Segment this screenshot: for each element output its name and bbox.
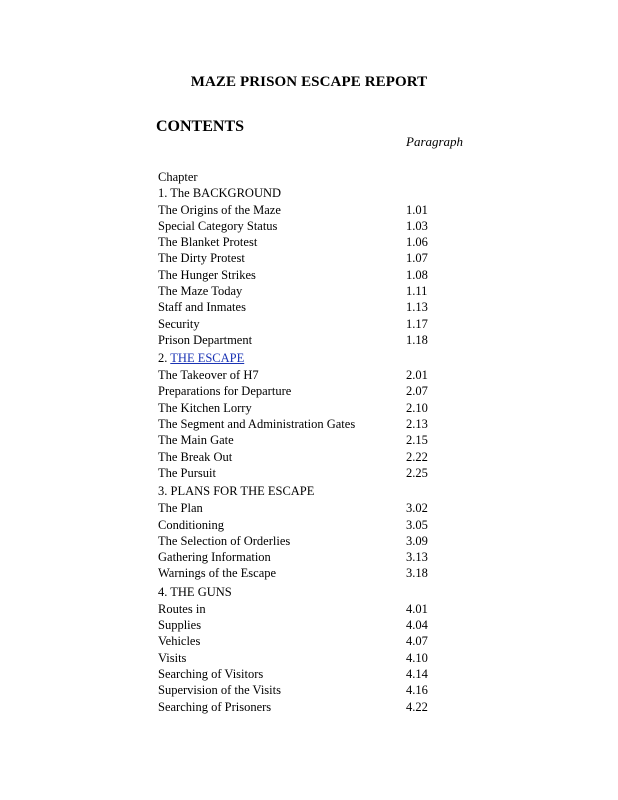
toc-entry-title: The Pursuit xyxy=(158,465,216,480)
toc-entry xyxy=(158,332,458,348)
toc-entry-title: Staff and Inmates xyxy=(158,300,246,315)
document-title: MAZE PRISON ESCAPE REPORT xyxy=(190,74,428,90)
toc-entry-title: The Break Out xyxy=(158,449,233,464)
toc-entry xyxy=(158,432,458,448)
toc-entry-paragraph-number: 2.10 xyxy=(406,400,428,415)
toc-entry-paragraph-number: 1.03 xyxy=(406,218,428,233)
toc-entry-title: Supervision of the Visits xyxy=(158,683,281,698)
toc-entry-title: Preparations for Departure xyxy=(158,384,292,399)
toc-entry-paragraph-number: 4.10 xyxy=(406,650,428,665)
toc-entry-paragraph-number: 1.18 xyxy=(406,332,428,347)
chapter-column-label: Chapter xyxy=(158,170,198,184)
toc-entry xyxy=(158,383,458,399)
toc-entry xyxy=(158,601,458,617)
toc-entry xyxy=(158,682,458,698)
toc-entry-title: Searching of Prisoners xyxy=(158,699,272,714)
toc-entry xyxy=(158,666,458,682)
toc-entry-title: Supplies xyxy=(158,618,202,633)
toc-entry-paragraph-number: 1.11 xyxy=(406,283,428,298)
toc-entry xyxy=(158,267,458,283)
chapter-title xyxy=(158,350,458,367)
chapter-link[interactable]: THE ESCAPE xyxy=(170,351,245,366)
chapter-title xyxy=(158,185,458,202)
toc-entry xyxy=(158,699,458,715)
toc-entry-title: The Kitchen Lorry xyxy=(158,400,252,415)
toc-entry-paragraph-number: 3.13 xyxy=(406,550,428,565)
toc-entry-paragraph-number: 1.01 xyxy=(406,202,428,217)
toc-entry xyxy=(158,299,458,315)
toc-entry-paragraph-number: 2.22 xyxy=(406,449,428,464)
toc-entry-title: The Blanket Protest xyxy=(158,235,258,250)
toc-entry-title: The Segment and Administration Gates xyxy=(158,417,356,432)
toc-entry xyxy=(158,533,458,549)
toc-entry-title: Vehicles xyxy=(158,634,201,649)
toc-entry-paragraph-number: 1.17 xyxy=(406,316,428,331)
toc-entry-paragraph-number: 1.07 xyxy=(406,251,428,266)
toc-entry-paragraph-number: 1.13 xyxy=(406,300,428,315)
toc-entry xyxy=(158,650,458,666)
chapter-block xyxy=(158,185,458,349)
toc-entry-title: Conditioning xyxy=(158,517,224,532)
paragraph-column-label: Paragraph xyxy=(406,134,464,149)
toc-entry xyxy=(158,465,458,481)
chapter-title-text: 3. PLANS FOR THE ESCAPE xyxy=(158,484,315,499)
toc-entry xyxy=(158,367,458,383)
toc-entry xyxy=(158,500,458,516)
toc-entry-paragraph-number: 3.02 xyxy=(406,501,428,516)
toc-entry-title: Visits xyxy=(158,650,187,665)
toc-entry-title: Special Category Status xyxy=(158,218,278,233)
toc-entry-title: Security xyxy=(158,316,200,331)
toc-entry-title: Prison Department xyxy=(158,332,253,347)
toc-entry-title: Searching of Visitors xyxy=(158,666,264,681)
toc-entry-title: Warnings of the Escape xyxy=(158,566,277,581)
toc-entry xyxy=(158,449,458,465)
chapter-block xyxy=(158,483,458,581)
toc-entry xyxy=(158,549,458,565)
toc-entry-paragraph-number: 4.07 xyxy=(406,634,428,649)
toc-entry-title: Routes in xyxy=(158,601,206,616)
toc-entry xyxy=(158,234,458,250)
toc-entry-paragraph-number: 2.01 xyxy=(406,368,428,383)
toc-entry-paragraph-number: 1.06 xyxy=(406,235,428,250)
chapter-title-text: 2. xyxy=(158,351,171,366)
toc-entry xyxy=(158,517,458,533)
chapter-title-text: 4. THE GUNS xyxy=(158,584,232,599)
chapter-title-text: 1. The BACKGROUND xyxy=(158,185,282,200)
toc-entry xyxy=(158,316,458,332)
toc-entry-title: The Plan xyxy=(158,501,203,516)
toc-entry-title: The Hunger Strikes xyxy=(158,267,256,282)
toc-entry xyxy=(158,250,458,266)
chapter-block xyxy=(158,584,458,715)
toc-entry-paragraph-number: 4.14 xyxy=(406,666,428,681)
chapter-title xyxy=(158,584,458,601)
table-of-contents xyxy=(158,185,458,715)
toc-entry xyxy=(158,416,458,432)
toc-entry-paragraph-number: 2.07 xyxy=(406,384,428,399)
toc-entry-paragraph-number: 4.04 xyxy=(406,618,428,633)
toc-entry-paragraph-number: 2.25 xyxy=(406,465,428,480)
toc-entry-title: Gathering Information xyxy=(158,550,271,565)
chapter-title xyxy=(158,483,458,500)
toc-entry xyxy=(158,400,458,416)
toc-entry-paragraph-number: 4.01 xyxy=(406,601,428,616)
toc-entry-paragraph-number: 1.08 xyxy=(406,267,428,282)
toc-entry-paragraph-number: 2.15 xyxy=(406,433,428,448)
toc-entry xyxy=(158,617,458,633)
toc-entry-title: The Selection of Orderlies xyxy=(158,533,291,548)
toc-entry-title: The Maze Today xyxy=(158,283,243,298)
toc-entry-title: The Dirty Protest xyxy=(158,251,245,266)
toc-entry xyxy=(158,202,458,218)
toc-entry-paragraph-number: 3.09 xyxy=(406,533,428,548)
toc-entry-title: The Main Gate xyxy=(158,433,234,448)
toc-entry xyxy=(158,633,458,649)
toc-entry xyxy=(158,218,458,234)
toc-entry-paragraph-number: 4.16 xyxy=(406,683,428,698)
toc-entry-paragraph-number: 3.05 xyxy=(406,517,428,532)
toc-entry-paragraph-number: 4.22 xyxy=(406,699,428,714)
toc-entry-title: The Origins of the Maze xyxy=(158,202,281,217)
contents-heading: CONTENTS xyxy=(156,118,245,135)
toc-entry xyxy=(158,283,458,299)
toc-entry xyxy=(158,565,458,581)
toc-entry-title: The Takeover of H7 xyxy=(158,368,259,383)
toc-entry-paragraph-number: 3.18 xyxy=(406,566,428,581)
toc-entry-paragraph-number: 2.13 xyxy=(406,417,428,432)
chapter-block xyxy=(158,350,458,481)
